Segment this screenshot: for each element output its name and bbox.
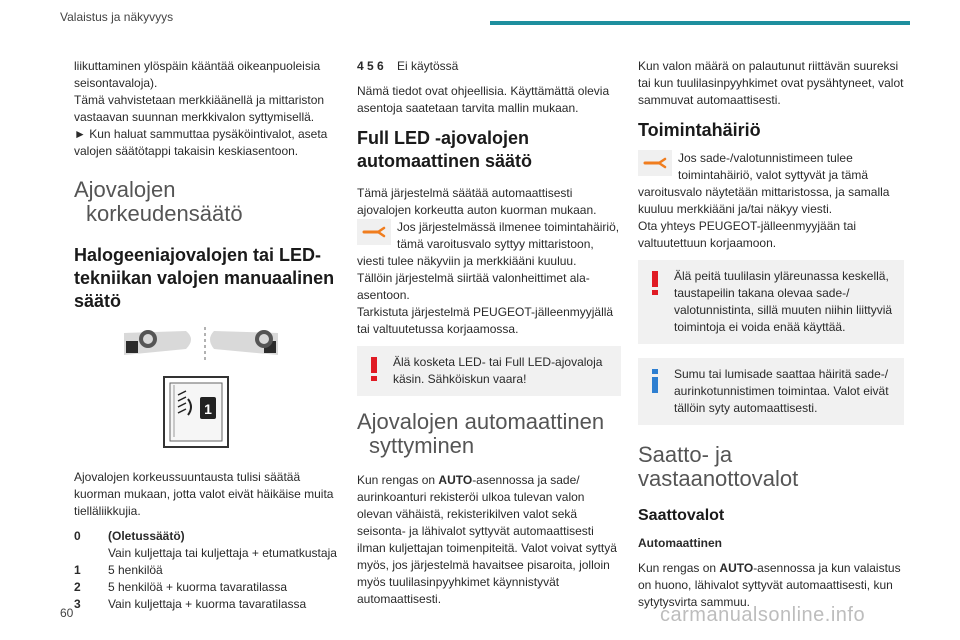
info-text: Sumu tai lumisade saattaa häiritä sade-/ aurinkotunnistimen toimintaa. Valot eivät tällöin syty automaattisesti. (674, 367, 889, 415)
headlamp-dial-icon (164, 377, 228, 447)
heading-follow-me-lights (638, 443, 904, 491)
list-value: 5 henkilöä (108, 563, 163, 577)
info-note (638, 358, 904, 425)
header-accent-bar (490, 21, 910, 25)
heading-line-2: vastaanottovalot (638, 466, 799, 491)
subheading-automatic: Automaattinen (638, 536, 722, 550)
list-key: 2 (74, 580, 81, 594)
unused-positions-row (357, 58, 621, 75)
list-value: Ei käytössä (397, 59, 459, 73)
warning-note (638, 260, 904, 344)
wrench-warning-icon (638, 150, 672, 176)
exclamation-warning-icon (648, 270, 662, 296)
heading-auto-lighting (357, 410, 621, 458)
list-key: 3 (74, 597, 81, 611)
heading-line-2: korkeudensäätö (86, 201, 243, 226)
column-3 (638, 58, 904, 619)
fault-paragraph-3: Tarkistuta järjestelmä PEUGEOT-jälleenmyyjällä tai valtuutetussa korjaamossa. (357, 305, 614, 336)
car-beam-adjusted-icon (210, 330, 278, 355)
info-paragraph: Nämä tiedot ovat ohjeellisia. Käyttämättä olevia asentoja saatetaan tarvita mallin mukaan. (357, 84, 610, 115)
auto-lighting-paragraph: Kun rengas on AUTO-asennossa ja sade/ aurinkoanturi rekisteröi ulkoa tulevan valon olevan vähäistä, rekisterikilven valot sekä seisonta- ja lähivalot syttyvät automaattisesti ilman kuljettajan toimenpiteitä. Valot voivat syttyä myös, jos järjestelmä havaitsee pisaroita, jolloin myös tuulilasinpyyhkimet käynnistyvät automaattisesti. (357, 473, 617, 606)
adjust-body-text: Ajovalojen korkeussuuntausta tulisi säätää kuorman mukaan, jotta valot eivät häikäise muita tielläliikkujia. (74, 470, 334, 518)
wrench-warning-icon (357, 219, 391, 245)
heading-line-1: Ajovalojen (74, 177, 176, 202)
lights-off-paragraph: Kun valon määrä on palautunut riittävän suureksi tai kun tuulilasinpyyhkimet ovat pysähtyneet, valot sammuvat automaattisesti. (638, 59, 904, 107)
warning-text: Älä peitä tuulilasin yläreunassa keskellä, taustapeilin takana olevaa sade-/ valotunnistinta, sillä muuten niihin liittyviä toimintoja ei voida enää käyttää. (674, 269, 893, 334)
list-value: 5 henkilöä + kuorma tavaratilassa (108, 580, 288, 594)
heading-malfunction: Toimintahäiriö (638, 120, 761, 140)
intro-paragraph-1: liikuttaminen ylöspäin kääntää oikeanpuoleisia seisontavaloja). (74, 59, 321, 90)
headlamp-adjust-diagram (74, 325, 340, 455)
car-low-beam-icon (124, 330, 191, 355)
subheading-manual-adjust: Halogeeniajovalojen tai LED-tekniikan valojen manuaalinen säätö (74, 245, 335, 311)
heading-line-1: Ajovalojen automaattinen (357, 409, 605, 434)
warning-note (357, 346, 621, 396)
fault-paragraph: Jos järjestelmässä ilmenee toimintahäiriö, tämä varoitusvalo syttyy mittaristoon, viesti tulee näkyviin ja merkkiääni kuuluu. (357, 220, 620, 268)
contact-dealer-paragraph: Ota yhteys PEUGEOT-jälleenmyyjään tai valtuutettuun korjaamoon. (638, 219, 857, 250)
fault-paragraph-2: Tällöin järjestelmä siirtää valonheittimet ala-asentoon. (357, 271, 590, 302)
list-key: 1 (74, 563, 81, 577)
section-heading-headlamp-adjust (74, 178, 340, 226)
running-header: Valaistus ja näkyvyys (60, 10, 174, 24)
list-value: (Oletussäätö) Vain kuljettaja tai kuljettaja + etumatkustaja (108, 529, 337, 560)
warning-text: Älä kosketa LED- tai Full LED-ajovaloja käsin. Sähköiskun vaara! (393, 355, 603, 386)
list-value: Vain kuljettaja + kuorma tavaratilassa (108, 597, 307, 611)
watermark: carmanualsonline.info (660, 604, 866, 626)
intro-paragraph-2: Tämä vahvistetaan merkkiäänellä ja mittariston vastaavan suunnan merkkivalon syttymisellä. (74, 93, 325, 124)
full-led-paragraph: Tämä järjestelmä säätää automaattisesti ajovalojen korkeutta auton kuorman mukaan. (357, 186, 597, 217)
heading-full-led: Full LED -ajovalojen automaattinen säätö (357, 128, 533, 171)
column-1 (74, 58, 340, 613)
page-number: 60 (60, 606, 74, 620)
exclamation-warning-icon (367, 356, 381, 382)
subheading-follow-me: Saattovalot (638, 507, 725, 524)
column-2 (357, 58, 621, 616)
info-icon (648, 368, 662, 394)
follow-me-paragraph: Kun rengas on AUTO-asennossa ja kun valaistus on huono, lähivalot syttyvät automaattisesti, kun sytytysvirta sammuu. (638, 561, 901, 609)
intro-paragraph-3: ► Kun haluat sammuttaa pysäköintivalot, aseta valojen säätötappi takaisin keskiasentoon. (74, 127, 328, 158)
heading-line-1: Saatto- ja (638, 442, 733, 467)
list-key: 0 (74, 529, 81, 543)
list-key: 4 5 6 (357, 59, 384, 73)
heading-line-2: syttyminen (369, 433, 475, 458)
malfunction-paragraph: Jos sade-/valotunnistimeen tulee toimintahäiriö, valot syttyvät ja tämä varoitusvalo näytetään mittaristossa, ja samalla kuuluu merkkiääni ja/tai näkyy viesti. (638, 151, 890, 216)
load-position-list (74, 528, 340, 613)
dial-number: 1 (204, 401, 212, 417)
